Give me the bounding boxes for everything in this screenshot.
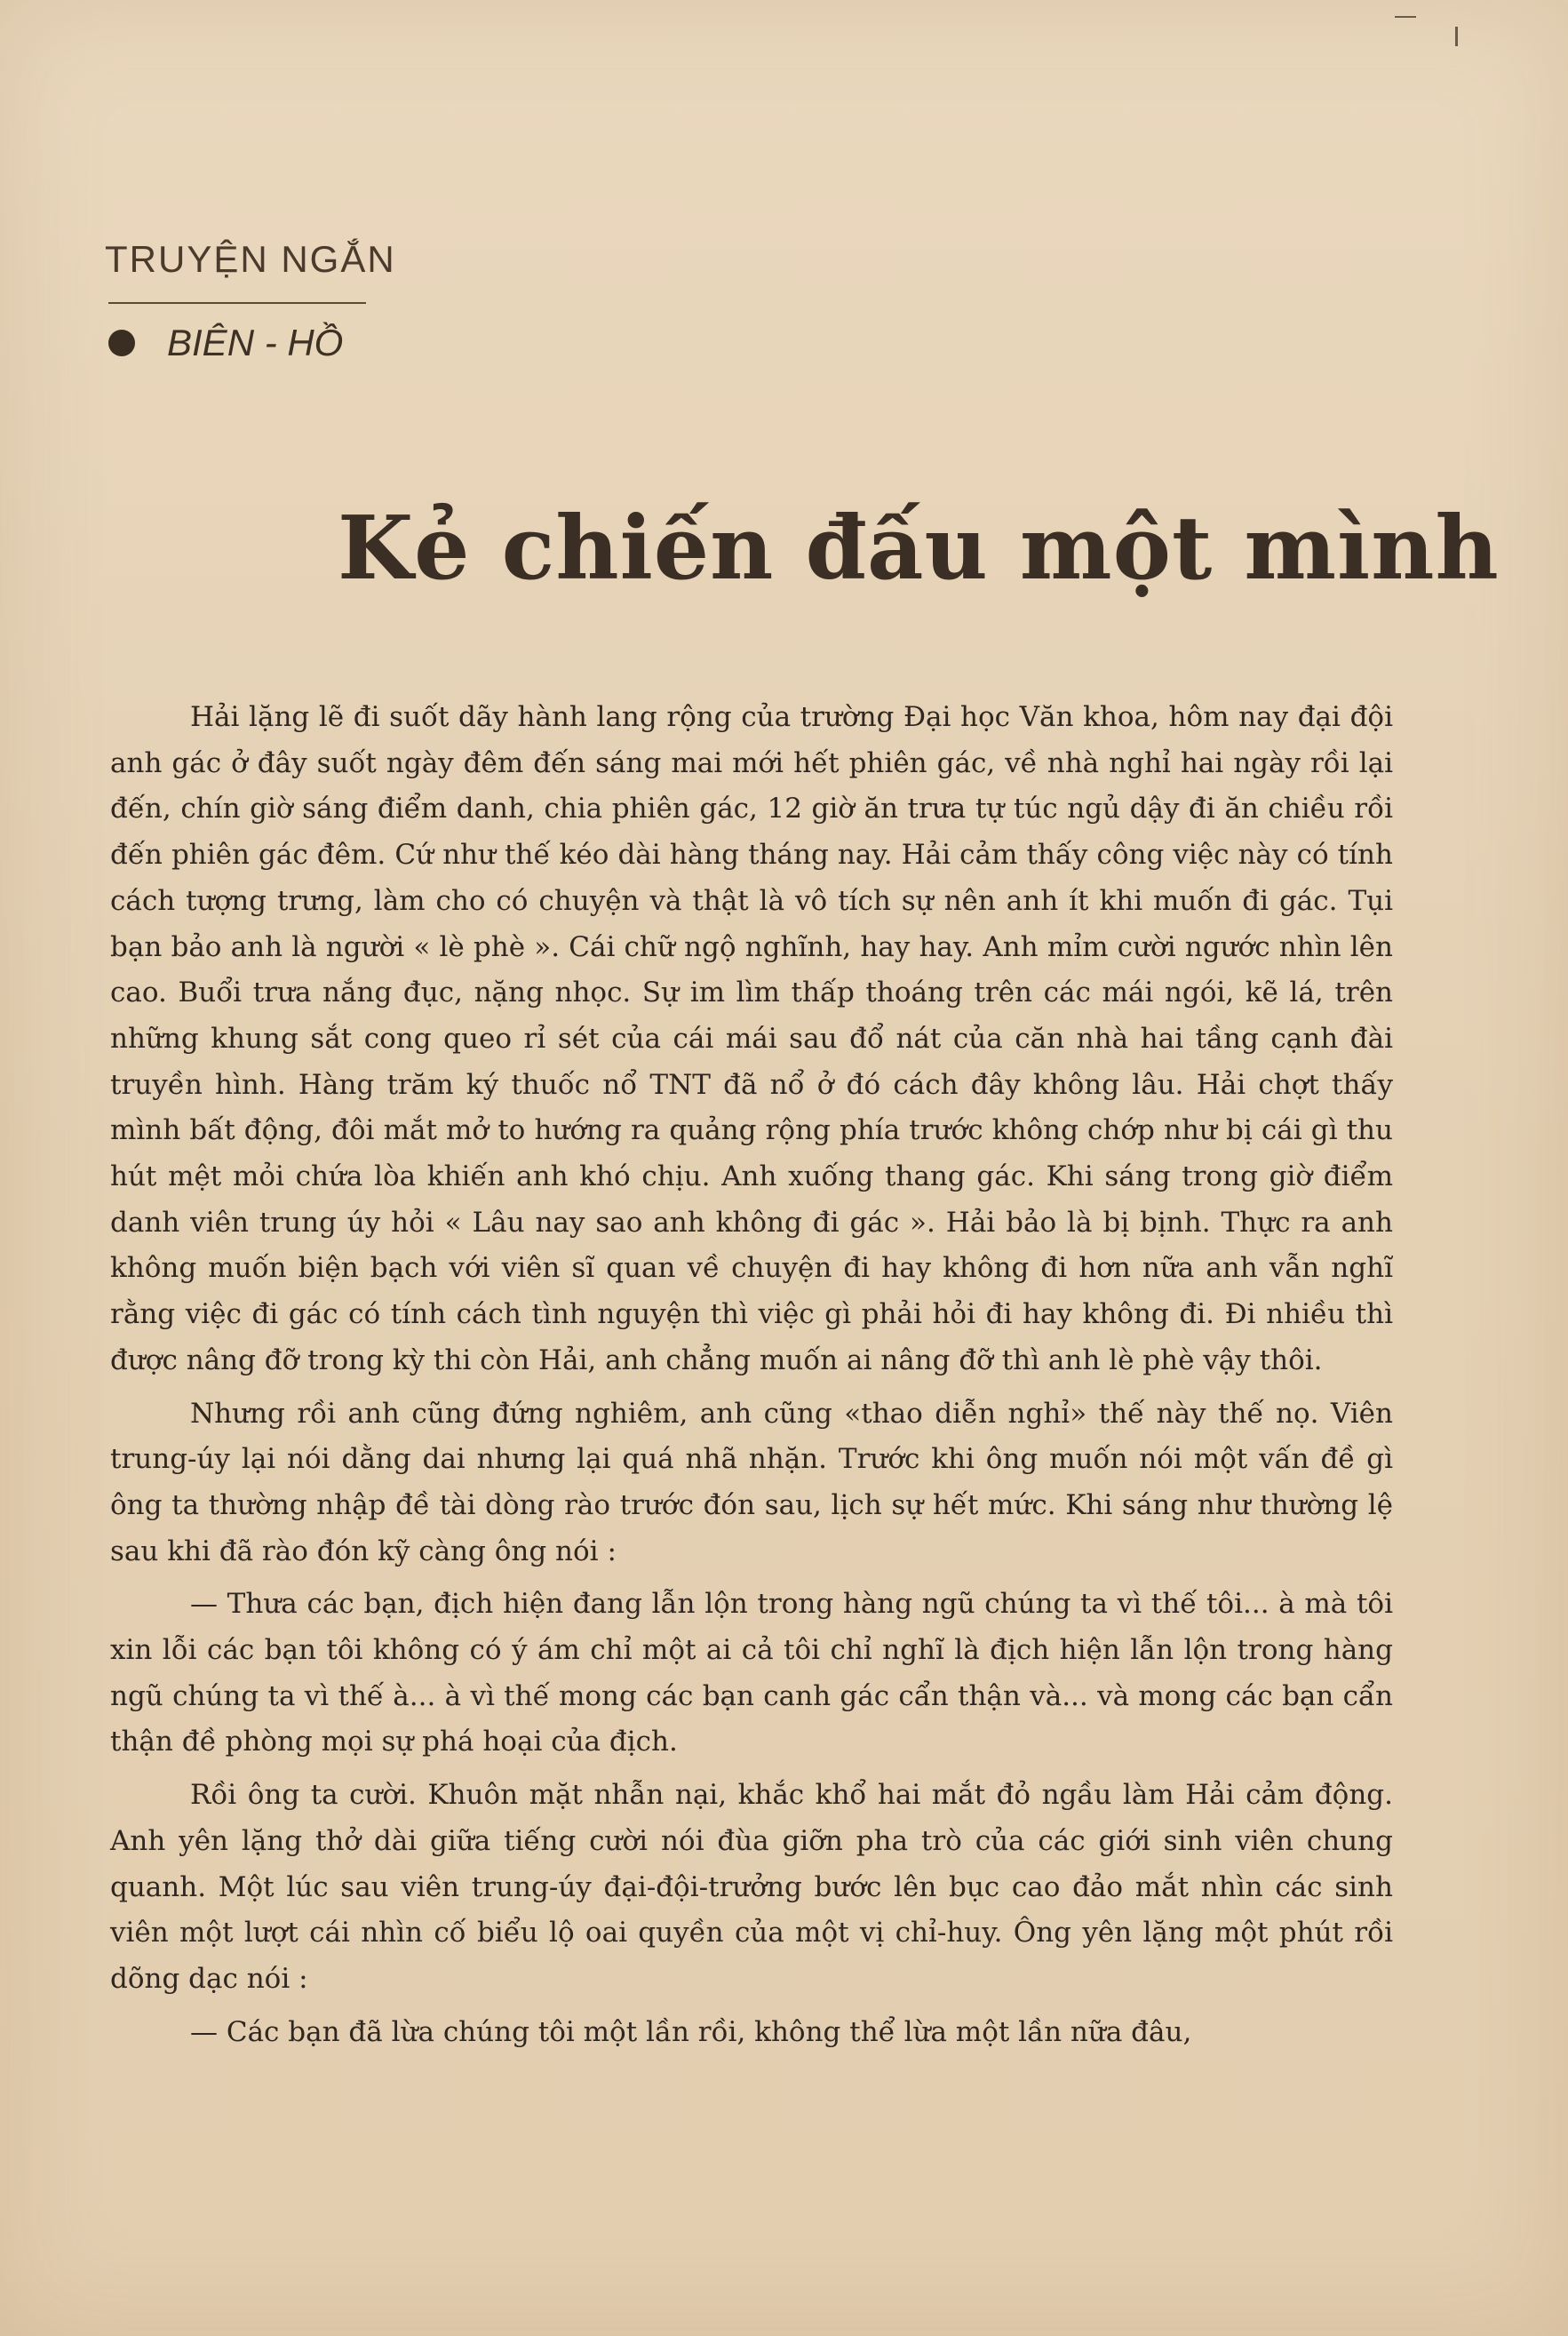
story-body bbox=[110, 695, 1393, 2055]
scan-mark bbox=[1455, 27, 1458, 46]
scan-mark bbox=[1395, 16, 1416, 18]
bullet-icon bbox=[108, 330, 135, 356]
paragraph: Hải lặng lẽ đi suốt dãy hành lang rộng của trường Đại học Văn khoa, hôm nay đại đội anh gác ở đây suốt ngày đêm đến sáng mai mới hết phiên gác, về nhà nghỉ hai ngày rồi lại đến, chín giờ sáng điểm danh, chia phiên gác, 12 giờ ăn trưa tự túc ngủ dậy đi ăn chiều rồi đến phiên gác đêm. Cứ như thế kéo dài hàng tháng nay. Hải cảm thấy công việc này có tính cách tượng trưng, làm cho có chuyện và thật là vô tích sự nên anh ít khi muốn đi gác. Tụi bạn bảo anh là người « lè phè ». Cái chữ ngộ nghĩnh, hay hay. Anh mỉm cười ngước nhìn lên cao. Buổi trưa nắng đục, nặng nhọc. Sự im lìm thấp thoáng trên các mái ngói, kẽ lá, trên những khung sắt cong queo rỉ sét của cái mái sau đổ nát của căn nhà hai tầng cạnh đài truyền hình. Hàng trăm ký thuốc nổ TNT đã nổ ở đó cách đây không lâu. Hải chợt thấy mình bất động, đôi mắt mở to hướng ra quảng rộng phía trước không chớp như bị cái gì thu hút mệt mỏi chứa lòa khiến anh khó chịu. Anh xuống thang gác. Khi sáng trong giờ điểm danh viên trung úy hỏi « Lâu nay sao anh không đi gác ». Hải bảo là bị bịnh. Thực ra anh không muốn biện bạch với viên sĩ quan về chuyện đi hay không đi hơn nữa anh vẫn nghĩ rằng việc đi gác có tính cách tình nguyện thì việc gì phải hỏi đi hay không đi. Đi nhiều thì được nâng đỡ trong kỳ thi còn Hải, anh chẳng muốn ai nâng đỡ thì anh lè phè vậy thôi. bbox=[110, 701, 1393, 1376]
paragraph: Nhưng rồi anh cũng đứng nghiêm, anh cũng «thao diễn nghỉ» thế này thế nọ. Viên trung-úy lại nói dằng dai nhưng lại quá nhã nhặn. Trước khi ông muốn nói một vấn đề gì ông ta thường nhập đề tài dòng rào trước đón sau, lịch sự hết mức. Khi sáng như thường lệ sau khi đã rào đón kỹ càng ông nói : bbox=[110, 1397, 1393, 1567]
paragraph: — Thưa các bạn, địch hiện đang lẫn lộn trong hàng ngũ chúng ta vì thế tôi... à mà tôi xin lỗi các bạn tôi không có ý ám chỉ một ai cả tôi chỉ nghĩ là địch hiện lẫn lộn trong hàng ngũ chúng ta vì thế à... à vì thế mong các bạn canh gác cẩn thận và... và mong các bạn cẩn thận đề phòng mọi sự phá hoại của địch. bbox=[110, 1588, 1393, 1758]
author-line bbox=[108, 322, 343, 364]
paragraph: Rồi ông ta cười. Khuôn mặt nhẫn nại, khắc khổ hai mắt đỏ ngầu làm Hải cảm động. Anh yên lặng thở dài giữa tiếng cười nói đùa giỡn pha trò của các giới sinh viên chung quanh. Một lúc sau viên trung-úy đại-đội-trưởng bước lên bục cao đảo mắt nhìn các sinh viên một lượt cái nhìn cố biểu lộ oai quyền của một vị chỉ-huy. Ông yên lặng một phút rồi dõng dạc nói : bbox=[110, 1779, 1393, 1995]
header-rule bbox=[108, 302, 366, 304]
paragraph: — Các bạn đã lừa chúng tôi một lần rồi, không thể lừa một lần nữa đâu, bbox=[190, 2015, 1192, 2048]
section-label: TRUYỆN NGẮN bbox=[105, 238, 396, 280]
story-title: Kẻ chiến đấu một mình bbox=[338, 498, 1500, 600]
author-name: BIÊN - HỒ bbox=[167, 322, 344, 363]
